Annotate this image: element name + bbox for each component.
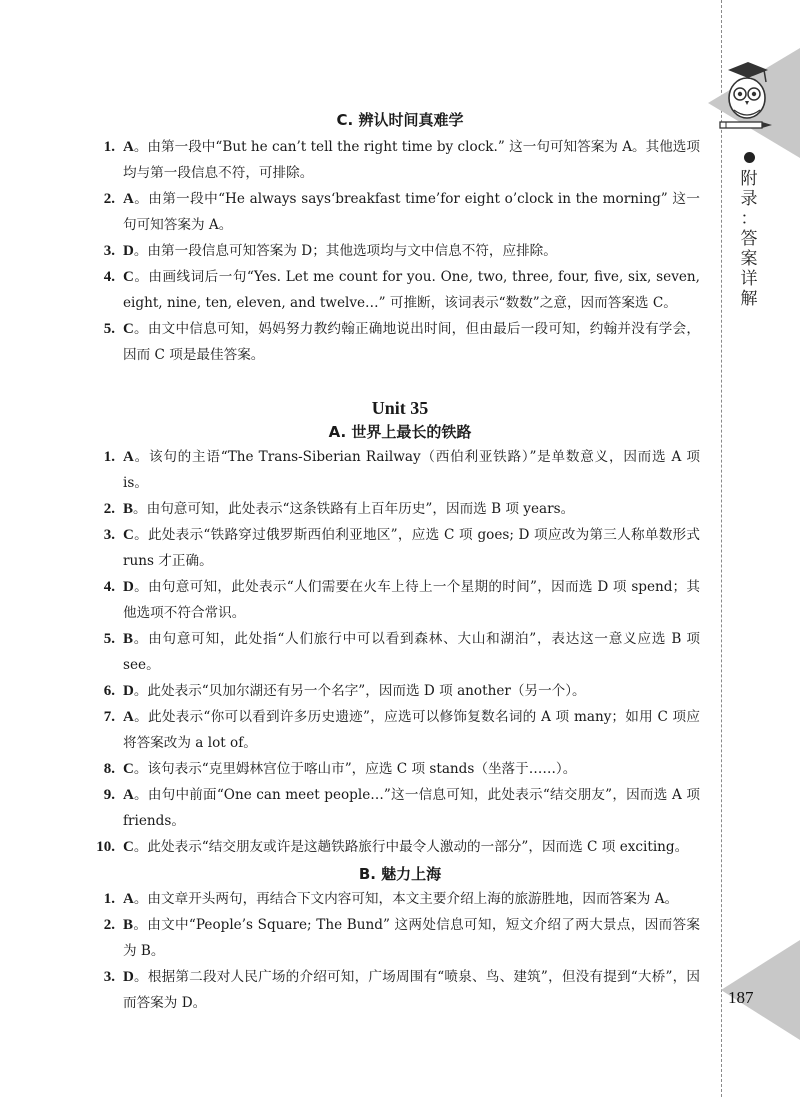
item-number: 8. xyxy=(103,761,115,777)
page-number: 187 xyxy=(728,988,754,1007)
answer-letter: B xyxy=(123,631,134,647)
answer-item xyxy=(100,264,700,316)
answer-item xyxy=(100,626,700,678)
margin-dashed-line xyxy=(721,0,722,1097)
section-c-list xyxy=(100,134,700,368)
answer-letter: D xyxy=(123,969,134,985)
main-content xyxy=(96,108,700,1016)
item-number: 5. xyxy=(103,631,115,647)
answer-explanation: 。根据第二段对人民广场的介绍可知，广场周围有“喷泉、鸟、建筑”，但没有提到“大桥”，因而答案为 D。 xyxy=(123,969,700,1011)
answer-letter: C xyxy=(123,269,134,285)
section-title-a: A. 世界上最长的铁路 xyxy=(328,423,472,441)
answer-explanation: 。由文中信息可知，妈妈努力教约翰正确地说出时间，但由最后一段可知，约翰并没有学会，因而 C 项是最佳答案。 xyxy=(123,321,700,363)
answer-explanation: 。该句表示“克里姆林宫位于喀山市”，应选 C 项 stands（坐落于……）。 xyxy=(133,761,577,777)
answer-explanation: 。此处表示“贝加尔湖还有另一个名字”，因而选 D 项 another（另一个）。 xyxy=(133,683,586,699)
side-label-char: 答 xyxy=(740,229,758,250)
side-label-char: ： xyxy=(740,209,758,230)
item-number: 1. xyxy=(103,891,115,907)
answer-item xyxy=(100,444,700,496)
answer-item xyxy=(100,782,700,834)
answer-explanation: 。此处表示“结交朋友或许是这趟铁路旅行中最令人激动的一部分”，因而选 C 项 exciting。 xyxy=(133,839,689,855)
answer-letter: B xyxy=(123,501,134,517)
answer-explanation: 。由句意可知，此处指“人们旅行中可以看到森林、大山和湖泊”，表达这一意义应选 B 项 see。 xyxy=(123,631,700,673)
item-number: 7. xyxy=(103,709,115,725)
item-number: 4. xyxy=(103,579,115,595)
answer-explanation: 。由句中前面“One can meet people…”这一信息可知，此处表示“结交朋友”，因而选 A 项 friends。 xyxy=(123,787,700,829)
answer-letter: D xyxy=(123,243,134,259)
answer-item xyxy=(100,964,700,1016)
item-number: 4. xyxy=(103,269,115,285)
bullet-dot-icon xyxy=(744,152,755,163)
item-number: 1. xyxy=(103,449,115,465)
answer-letter: C xyxy=(123,527,134,543)
answer-explanation: 。由句意可知，此处表示“这条铁路有上百年历史”，因而选 B 项 years。 xyxy=(133,501,575,517)
answer-letter: A xyxy=(123,891,134,907)
answer-item xyxy=(100,238,700,264)
answer-item xyxy=(96,834,700,860)
answer-explanation: 。由文中“People’s Square; The Bund” 这两处信息可知，短文介绍了两大景点，因而答案为 B。 xyxy=(123,917,700,959)
item-number: 2. xyxy=(103,501,115,517)
section-title-b: B. 魅力上海 xyxy=(358,865,442,883)
section-b-list xyxy=(100,886,700,1016)
answer-letter: B xyxy=(123,917,134,933)
answer-item xyxy=(100,678,700,704)
answer-item xyxy=(100,522,700,574)
item-number: 3. xyxy=(103,243,115,259)
side-label-char: 解 xyxy=(740,289,758,310)
answer-item xyxy=(100,886,700,912)
answer-explanation: 。由句意可知，此处表示“人们需要在火车上待上一个星期的时间”，因而选 D 项 spend；其他选项不符合常识。 xyxy=(123,579,700,621)
answer-explanation: 。由第一段中“But he can’t tell the right time by clock.” 这一句可知答案为 A。其他选项均与第一段信息不符，可排除。 xyxy=(123,139,700,181)
answer-letter: A xyxy=(123,191,134,207)
answer-explanation: 。由文章开头两句，再结合下文内容可知，本文主要介绍上海的旅游胜地，因而答案为 A。 xyxy=(133,891,679,907)
answer-letter: A xyxy=(123,709,134,725)
owl-mascot-icon xyxy=(690,48,800,158)
answer-letter: D xyxy=(123,683,134,699)
answer-item xyxy=(100,912,700,964)
answer-item xyxy=(100,756,700,782)
section-title-c: C. 辨认时间真难学 xyxy=(336,111,464,129)
section-a-list xyxy=(96,444,700,860)
answer-letter: D xyxy=(123,579,134,595)
answer-explanation: 。由画线词后一句“Yes. Let me count for you. One, two, three, four, five, six, seven, eight, nine, ten, eleven, and twelve…” 可推断，该词表示“数数”之意，因而答案选 C。 xyxy=(123,269,700,311)
answer-item xyxy=(100,574,700,626)
answer-explanation: 。该句的主语“The Trans-Siberian Railway（西伯利亚铁路）”是单数意义，因而选 A 项 is。 xyxy=(123,449,700,491)
answer-explanation: 。由第一段中“He always says‘breakfast time’for eight o’clock in the morning” 这一句可知答案为 A。 xyxy=(123,191,700,233)
answer-item xyxy=(100,186,700,238)
item-number: 2. xyxy=(103,191,115,207)
item-number: 3. xyxy=(103,527,115,543)
side-label-char: 详 xyxy=(740,269,758,290)
answer-item xyxy=(100,134,700,186)
answer-item xyxy=(100,496,700,522)
item-number: 6. xyxy=(103,683,115,699)
appendix-side-label xyxy=(735,152,763,309)
item-number: 9. xyxy=(103,787,115,803)
unit-title: Unit 35 xyxy=(371,398,429,418)
item-number: 3. xyxy=(103,969,115,985)
answer-explanation: 。此处表示“你可以看到许多历史遗迹”，应选可以修饰复数名词的 A 项 many；如用 C 项应将答案改为 a lot of。 xyxy=(123,709,700,751)
side-label-char: 附 xyxy=(740,169,758,189)
answer-explanation: 。由第一段信息可知答案为 D；其他选项均与文中信息不符，应排除。 xyxy=(133,243,557,259)
answer-letter: A xyxy=(123,139,134,155)
side-label-char: 录 xyxy=(740,189,758,210)
answer-letter: C xyxy=(123,839,134,855)
item-number: 5. xyxy=(103,321,115,337)
answer-item xyxy=(100,704,700,756)
item-number: 10. xyxy=(96,839,115,855)
answer-letter: C xyxy=(123,321,134,337)
item-number: 1. xyxy=(103,139,115,155)
item-number: 2. xyxy=(103,917,115,933)
answer-item xyxy=(100,316,700,368)
answer-explanation: 。此处表示“铁路穿过俄罗斯西伯利亚地区”，应选 C 项 goes; D 项应改为第三人称单数形式 runs 才正确。 xyxy=(123,527,700,569)
side-label-char: 案 xyxy=(740,249,758,270)
answer-letter: A xyxy=(123,787,134,803)
answer-letter: A xyxy=(123,449,134,465)
answer-letter: C xyxy=(123,761,134,777)
